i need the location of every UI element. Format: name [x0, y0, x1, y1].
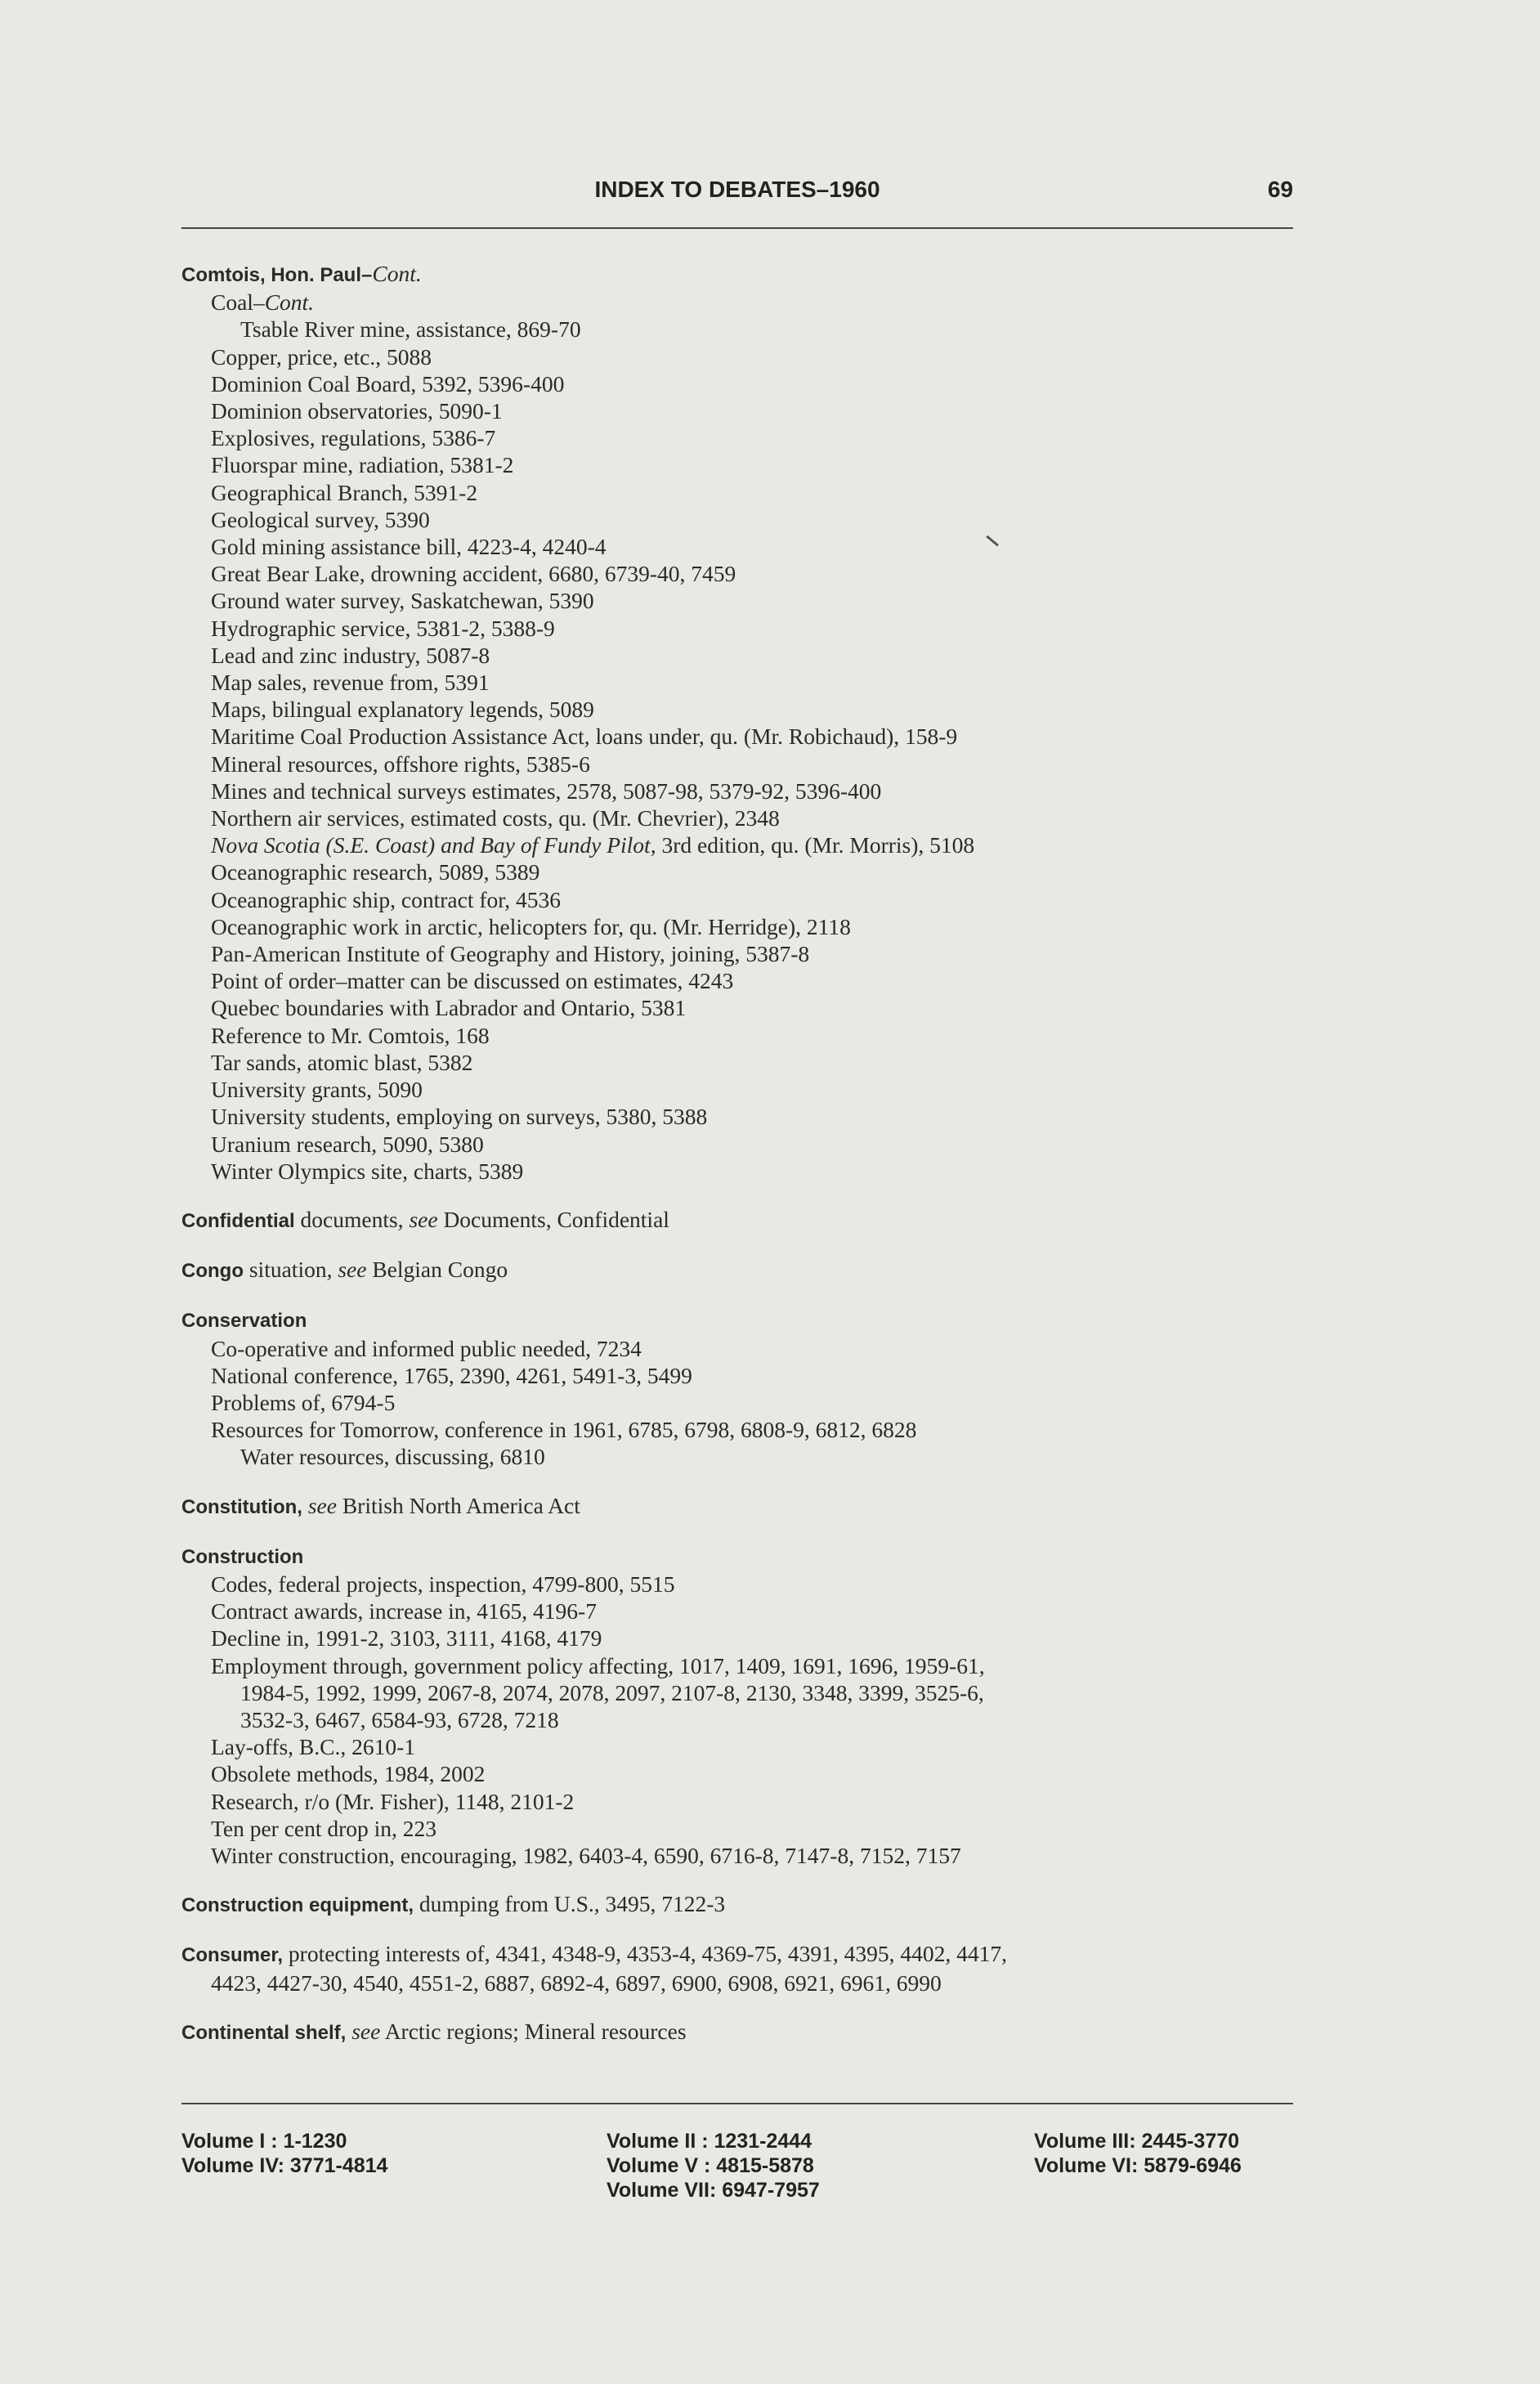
- index-item: Explosives, regulations, 5386-7: [211, 425, 496, 451]
- header-rule: [181, 227, 1293, 229]
- index-item: Lay-offs, B.C., 2610-1: [211, 1734, 416, 1760]
- index-subitem: Water resources, discussing, 6810: [240, 1444, 545, 1470]
- index-item: University students, employing on surveys, 5380, 5388: [211, 1104, 708, 1130]
- index-item: Dominion observatories, 5090-1: [211, 398, 503, 424]
- index-item: Co-operative and informed public needed, 7234: [211, 1335, 642, 1361]
- index-item: Tar sands, atomic blast, 5382: [211, 1049, 473, 1075]
- index-item: Lead and zinc industry, 5087-8: [211, 642, 490, 668]
- index-item: University grants, 5090: [211, 1077, 423, 1103]
- entry-continental-shelf: Continental shelf, see Arctic regions; Mineral resources: [181, 2018, 687, 2044]
- index-item: Gold mining assistance bill, 4223-4, 4240-4: [211, 534, 607, 560]
- index-item: Oceanographic ship, contract for, 4536: [211, 886, 562, 912]
- entry-consumer: Consumer, protecting interests of, 4341, 4348-9, 4353-4, 4369-75, 4391, 4395, 4402, 4417,: [181, 1941, 1008, 1967]
- volume-range: Volume VII: 6947-7957: [607, 2179, 820, 2202]
- index-item: Maritime Coal Production Assistance Act, loans under, qu. (Mr. Robichaud), 158-9: [211, 724, 958, 750]
- footer-rule: [181, 2103, 1293, 2104]
- index-item: Maps, bilingual explanatory legends, 5089: [211, 697, 594, 723]
- volume-range: Volume VI: 5879-6946: [1034, 2154, 1242, 2177]
- entry-constitution: Constitution, see British North America Act: [181, 1492, 580, 1518]
- page-title: INDEX TO DEBATES–1960: [594, 177, 880, 202]
- index-item: Great Bear Lake, drowning accident, 6680, 6739-40, 7459: [211, 561, 736, 587]
- index-item-continuation: 1984-5, 1992, 1999, 2067-8, 2074, 2078, 2097, 2107-8, 2130, 3348, 3399, 3525-6,: [240, 1679, 984, 1705]
- index-item: Ground water survey, Saskatchewan, 5390: [211, 588, 594, 614]
- index-item: Winter Olympics site, charts, 5389: [211, 1158, 524, 1184]
- entry-heading-construction: Construction: [181, 1545, 304, 1568]
- index-item: Point of order–matter can be discussed on estimates, 4243: [211, 968, 734, 994]
- index-item: Geographical Branch, 5391-2: [211, 479, 478, 505]
- index-item: Mines and technical surveys estimates, 2578, 5087-98, 5379-92, 5396-400: [211, 777, 882, 804]
- page-number: 69: [1267, 177, 1293, 202]
- index-item: Geological survey, 5390: [211, 506, 430, 532]
- index-item: Hydrographic service, 5381-2, 5388-9: [211, 615, 555, 641]
- index-item: Contract awards, increase in, 4165, 4196-7: [211, 1598, 597, 1624]
- entry-confidential: Confidential documents, see Documents, Confidential: [181, 1206, 669, 1232]
- volume-range: Volume II : 1231-2444: [607, 2130, 813, 2153]
- entry-congo: Congo situation, see Belgian Congo: [181, 1257, 508, 1283]
- volume-range: Volume V : 4815-5878: [607, 2154, 814, 2177]
- volume-column-3: [1034, 2129, 1242, 2178]
- index-item: Employment through, government policy affecting, 1017, 1409, 1691, 1696, 1959-61,: [211, 1652, 985, 1678]
- index-item: Oceanographic research, 5089, 5389: [211, 859, 540, 885]
- index-item: Resources for Tomorrow, conference in 1961, 6785, 6798, 6808-9, 6812, 6828: [211, 1417, 917, 1443]
- index-item: Codes, federal projects, inspection, 4799-800, 5515: [211, 1571, 675, 1597]
- index-item-continuation: 3532-3, 6467, 6584-93, 6728, 7218: [240, 1706, 559, 1732]
- entry-heading-conservation: Conservation: [181, 1310, 307, 1333]
- index-item: National conference, 1765, 2390, 4261, 5491-3, 5499: [211, 1362, 692, 1388]
- index-item: Copper, price, etc., 5088: [211, 343, 432, 370]
- index-item: Research, r/o (Mr. Fisher), 1148, 2101-2: [211, 1788, 575, 1814]
- index-item: Obsolete methods, 1984, 2002: [211, 1761, 486, 1787]
- index-item: Decline in, 1991-2, 3103, 3111, 4168, 4179: [211, 1625, 602, 1651]
- index-item: Northern air services, estimated costs, qu. (Mr. Chevrier), 2348: [211, 805, 780, 831]
- index-item-continuation: 4423, 4427-30, 4540, 4551-2, 6887, 6892-4, 6897, 6900, 6908, 6921, 6961, 6990: [211, 1969, 942, 1996]
- index-item: Reference to Mr. Comtois, 168: [211, 1022, 490, 1048]
- running-header: [181, 177, 1293, 209]
- index-item: Winter construction, encouraging, 1982, 6403-4, 6590, 6716-8, 7147-8, 7152, 7157: [211, 1842, 961, 1868]
- index-item-nova-scotia: Nova Scotia (S.E. Coast) and Bay of Fundy Pilot, 3rd edition, qu. (Mr. Morris), 5108: [211, 832, 975, 858]
- entry-construction-equipment: Construction equipment, dumping from U.S., 3495, 7122-3: [181, 1891, 726, 1917]
- index-item: Fluorspar mine, radiation, 5381-2: [211, 452, 514, 478]
- index-item: Tsable River mine, assistance, 869-70: [240, 316, 581, 343]
- volume-column-1: [181, 2129, 387, 2178]
- index-item: Problems of, 6794-5: [211, 1389, 396, 1415]
- index-item: Uranium research, 5090, 5380: [211, 1131, 484, 1157]
- volume-range: Volume III: 2445-3770: [1034, 2130, 1240, 2153]
- index-item: Oceanographic work in arctic, helicopters for, qu. (Mr. Herridge), 2118: [211, 913, 851, 939]
- volume-range: Volume I : 1-1230: [181, 2130, 347, 2153]
- volume-column-2: [607, 2129, 820, 2203]
- index-body: [181, 260, 1301, 2046]
- volume-range: Volume IV: 3771-4814: [181, 2154, 388, 2177]
- entry-heading-comtois: Comtois, Hon. Paul–Cont.: [181, 261, 422, 286]
- index-item: Quebec boundaries with Labrador and Ontario, 5381: [211, 995, 687, 1021]
- subheading-coal: Coal–Cont.: [211, 289, 315, 316]
- index-item: Ten per cent drop in, 223: [211, 1815, 437, 1841]
- index-item: Mineral resources, offshore rights, 5385-6: [211, 751, 590, 777]
- index-item: Map sales, revenue from, 5391: [211, 670, 490, 696]
- index-item: Pan-American Institute of Geography and History, joining, 5387-8: [211, 941, 810, 967]
- index-item: Dominion Coal Board, 5392, 5396-400: [211, 370, 565, 397]
